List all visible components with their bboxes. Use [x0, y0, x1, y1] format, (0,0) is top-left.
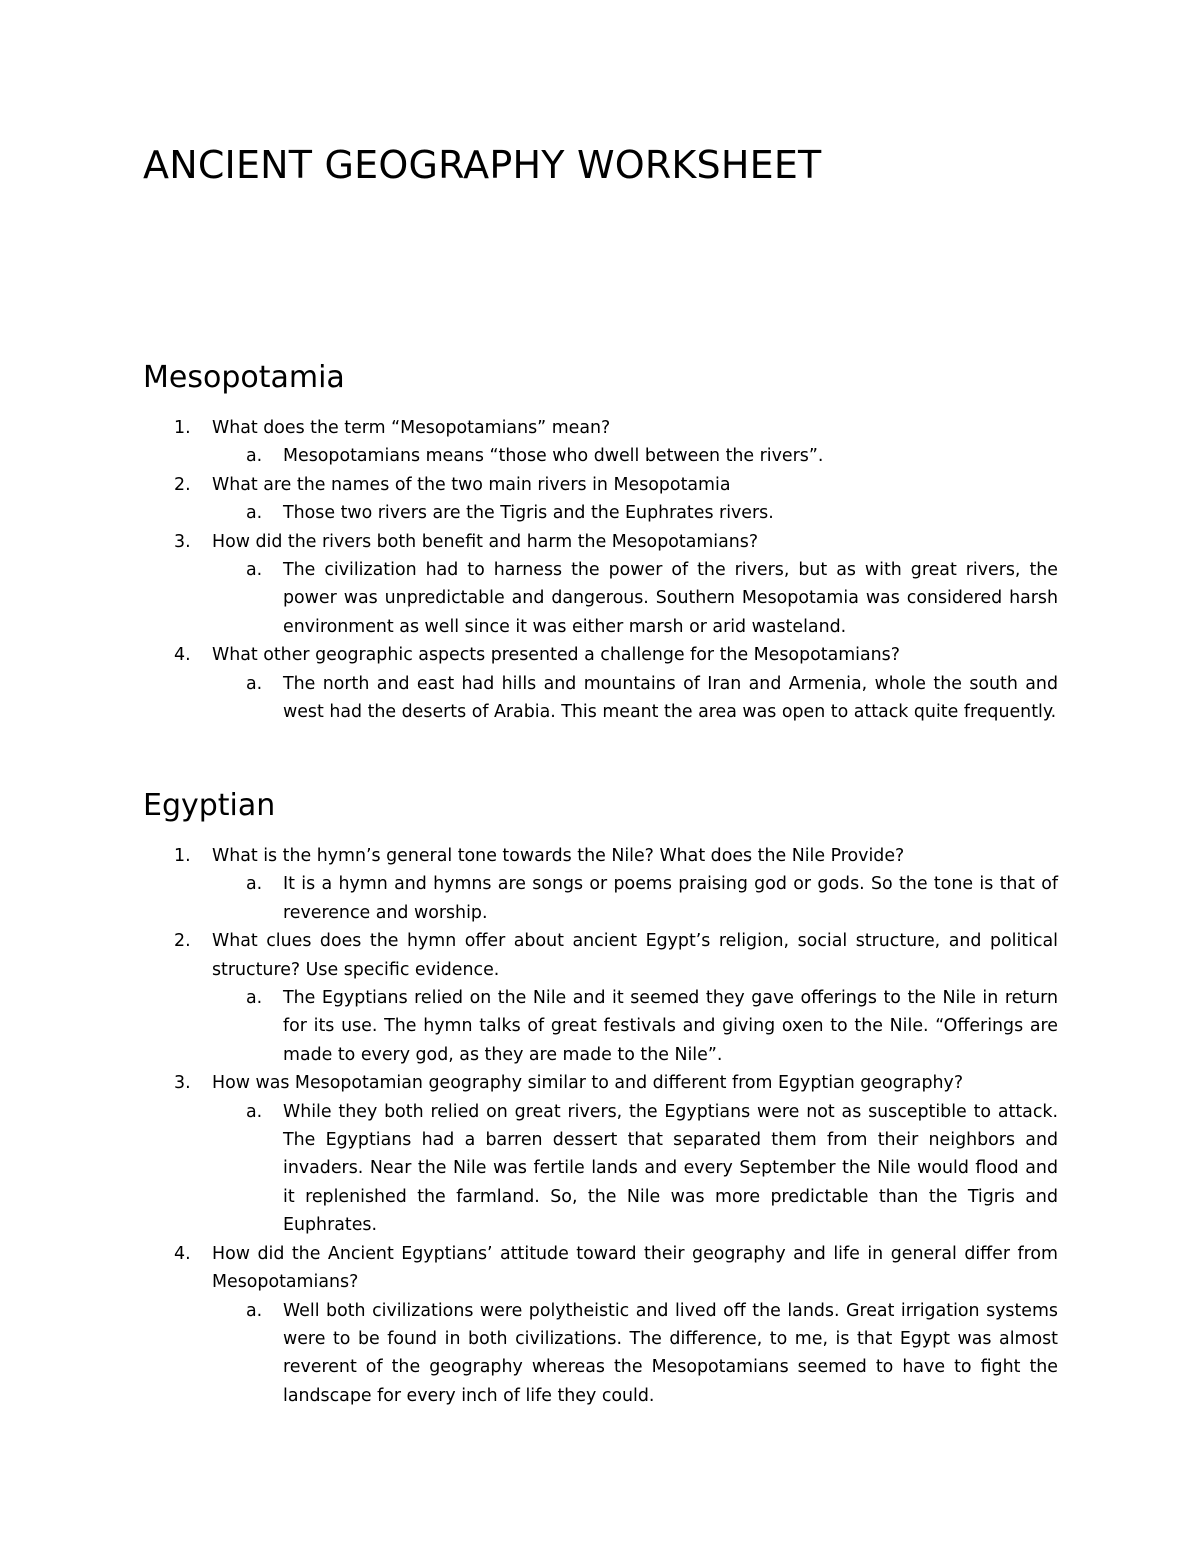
- question-number: 1.: [174, 418, 191, 438]
- question-number: 4.: [174, 645, 191, 666]
- answer: [0, 870, 1200, 927]
- question: [0, 1069, 1200, 1097]
- answer-text: Mesopotamians means “those who dwell between the rivers”.: [283, 446, 824, 467]
- answer-marker: a.: [246, 446, 263, 467]
- answer-text: The north and east had hills and mountains of Iran and Armenia, whole the south and west had the deserts of Arabia. This meant the area was open to attack quite frequently.: [283, 673, 1058, 723]
- answer: [0, 1098, 1200, 1240]
- answer-marker: a.: [246, 1300, 263, 1321]
- answer: [0, 1297, 1200, 1411]
- question-text: What clues does the hymn offer about ancient Egypt’s religion, social structure, and political structure? Use specific evidence.: [212, 931, 1058, 980]
- answer-marker: a.: [246, 560, 263, 581]
- question-list-mesopotamia: [0, 414, 1200, 726]
- question-text: How did the Ancient Egyptians’ attitude toward their geography and life in general differ from Mesopotamians?: [212, 1243, 1058, 1293]
- answer-marker: a.: [246, 673, 263, 694]
- question-number: 4.: [174, 1243, 191, 1264]
- document-title: ANCIENT GEOGRAPHY WORKSHEET: [143, 143, 822, 187]
- question-text: What are the names of the two main rivers in Mesopotamia: [212, 474, 731, 495]
- question-item: [0, 641, 1200, 726]
- question-text: How did the rivers both benefit and harm the Mesopotamians?: [212, 531, 759, 552]
- question-item: [0, 842, 1200, 927]
- answer: [0, 442, 1200, 470]
- question: [0, 842, 1200, 870]
- question: [0, 927, 1200, 984]
- answer-marker: a.: [246, 988, 263, 1009]
- answer: [0, 499, 1200, 527]
- question-number: 2.: [174, 931, 191, 952]
- question-item: [0, 528, 1200, 642]
- answer: [0, 670, 1200, 727]
- question-text: What is the hymn’s general tone towards the Nile? What does the Nile Provide?: [212, 846, 905, 866]
- answer-text: Well both civilizations were polytheistic and lived off the lands. Great irrigation systems were to be found in both civilizations. The difference, to me, is that Egypt was almost reverent of the geography whereas the Mesopotamians seemed to have to fight the landscape for every inch of life they could.: [283, 1300, 1058, 1406]
- question: [0, 471, 1200, 499]
- section-heading-mesopotamia: Mesopotamia: [143, 360, 345, 395]
- question-item: [0, 1069, 1200, 1239]
- question: [0, 641, 1200, 669]
- question-item: [0, 471, 1200, 528]
- answer: [0, 556, 1200, 641]
- question-number: 3.: [174, 1073, 191, 1094]
- question-item: [0, 1240, 1200, 1410]
- section-heading-egyptian: Egyptian: [143, 788, 276, 823]
- answer-text: While they both relied on great rivers, the Egyptians were not as susceptible to attack. The Egyptians had a barren dessert that separated them from their neighbors and invaders. Near the Nile was fertile lands and every September the Nile would flood and it replenished the farmland. So, the Nile was more predictable than the Tigris and Euphrates.: [283, 1101, 1058, 1236]
- answer-marker: a.: [246, 503, 263, 524]
- question-text: What other geographic aspects presented a challenge for the Mesopotamians?: [212, 645, 900, 666]
- question-number: 2.: [174, 474, 191, 495]
- question-item: [0, 927, 1200, 1069]
- question-text: What does the term “Mesopotamians” mean?: [212, 418, 611, 438]
- question-list-egyptian: [0, 842, 1200, 1410]
- question: [0, 1240, 1200, 1297]
- answer-marker: a.: [246, 874, 263, 895]
- question-number: 3.: [174, 531, 191, 552]
- question-text: How was Mesopotamian geography similar to and different from Egyptian geography?: [212, 1073, 964, 1094]
- answer-text: The civilization had to harness the power of the rivers, but as with great rivers, the power was unpredictable and dangerous. Southern Mesopotamia was considered harsh environment as well since it was either marsh or arid wasteland.: [283, 560, 1058, 637]
- question: [0, 414, 1200, 442]
- answer: [0, 984, 1200, 1069]
- question-number: 1.: [174, 846, 191, 866]
- answer-marker: a.: [246, 1101, 263, 1122]
- answer-text: Those two rivers are the Tigris and the Euphrates rivers.: [283, 503, 774, 524]
- question: [0, 528, 1200, 556]
- answer-text: The Egyptians relied on the Nile and it seemed they gave offerings to the Nile in return for its use. The hymn talks of great festivals and giving oxen to the Nile. “Offerings are made to every god, as they are made to the Nile”.: [283, 988, 1058, 1065]
- question-item: [0, 414, 1200, 471]
- answer-text: It is a hymn and hymns are songs or poems praising god or gods. So the tone is that of reverence and worship.: [283, 874, 1058, 923]
